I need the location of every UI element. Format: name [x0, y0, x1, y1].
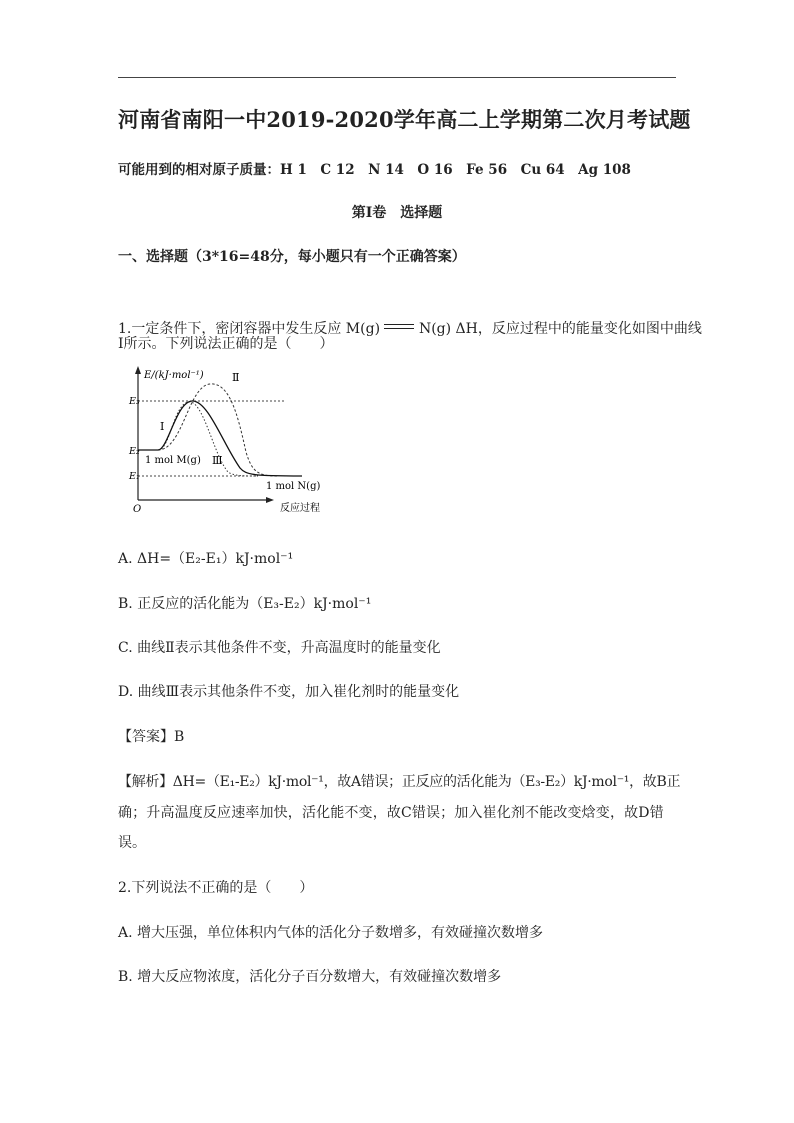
mass-c: C 12 [320, 162, 355, 178]
section-heading: 一、选择题（3*16=48分，每小题只有一个正确答案） [118, 249, 466, 265]
x-axis-arrow-icon [266, 497, 274, 503]
mass-ag: Ag 108 [578, 162, 631, 178]
q1-stem-line2: I所示。下列说法正确的是（ ） [118, 336, 334, 352]
volume-heading: 第I卷 选择题 [351, 205, 443, 221]
q2-option-a: A. 增大压强，单位体积内气体的活化分子数增多，有效碰撞次数增多 [118, 925, 544, 941]
mass-h: H 1 [280, 162, 307, 178]
product-label: 1 mol N(g) [266, 481, 321, 492]
y-axis-arrow-icon [135, 366, 141, 374]
q2-option-b: B. 增大反应物浓度，活化分子百分数增大，有效碰撞次数增多 [118, 969, 502, 985]
q1-stem-b: N(g) ΔH，反应过程中的能量变化如图中曲线 [418, 321, 702, 337]
q1-option-d: D. 曲线Ⅲ表示其他条件不变，加入崔化剂时的能量变化 [118, 684, 460, 700]
e3-label: E₃ [129, 396, 140, 407]
e2-label: E₂ [129, 446, 140, 457]
q2-stem: 2.下列说法不正确的是（ ） [118, 880, 314, 896]
q1-option-a: A. ΔH=（E₂-E₁）kJ·mol⁻¹ [118, 551, 294, 567]
header-rule [118, 77, 676, 78]
q1-option-c: C. 曲线Ⅱ表示其他条件不变，升高温度时的能量变化 [118, 640, 441, 656]
energy-diagram [128, 364, 344, 516]
mass-o: O 16 [417, 162, 453, 178]
origin-label: O [133, 504, 142, 515]
y-axis-label: E/(kJ·mol⁻¹) [144, 370, 204, 381]
atomic-masses [118, 158, 631, 178]
q1-analysis-line1: 【解析】ΔH=（E₁-E₂）kJ·mol⁻¹，故A错误；正反应的活化能为（E₃-E₂）kJ·mol⁻¹，故B正 [118, 774, 681, 790]
q1-answer: 【答案】B [118, 729, 185, 745]
mass-fe: Fe 56 [466, 162, 508, 178]
mass-cu: Cu 64 [520, 162, 565, 178]
curve-i-label: Ⅰ [160, 420, 165, 433]
q1-stem-a: 1.一定条件下，密闭容器中发生反应 M(g) [118, 321, 381, 337]
e1-label: E₁ [129, 471, 140, 482]
curve-ii-label: Ⅱ [232, 371, 240, 384]
curve-iii-label: Ⅲ [212, 454, 223, 467]
q1-analysis-line3: 误。 [118, 835, 146, 851]
x-axis-label: 反应过程 [280, 503, 320, 514]
mass-n: N 14 [368, 162, 404, 178]
q1-option-b: B. 正反应的活化能为（E₃-E₂）kJ·mol⁻¹ [118, 596, 372, 612]
atomic-masses-label: 可能用到的相对原子质量： [118, 162, 280, 178]
equilibrium-arrow-icon [384, 322, 414, 332]
q1-stem-line2-wrap [118, 317, 334, 352]
page-title: 河南省南阳一中2019-2020学年高二上学期第二次月考试题 [118, 107, 691, 132]
q1-analysis-line2: 确；升高温度反应速率加快，活化能不变，故C错误；加入崔化剂不能改变焓变，故D错 [118, 805, 664, 821]
reactant-label: 1 mol M(g) [145, 455, 201, 466]
